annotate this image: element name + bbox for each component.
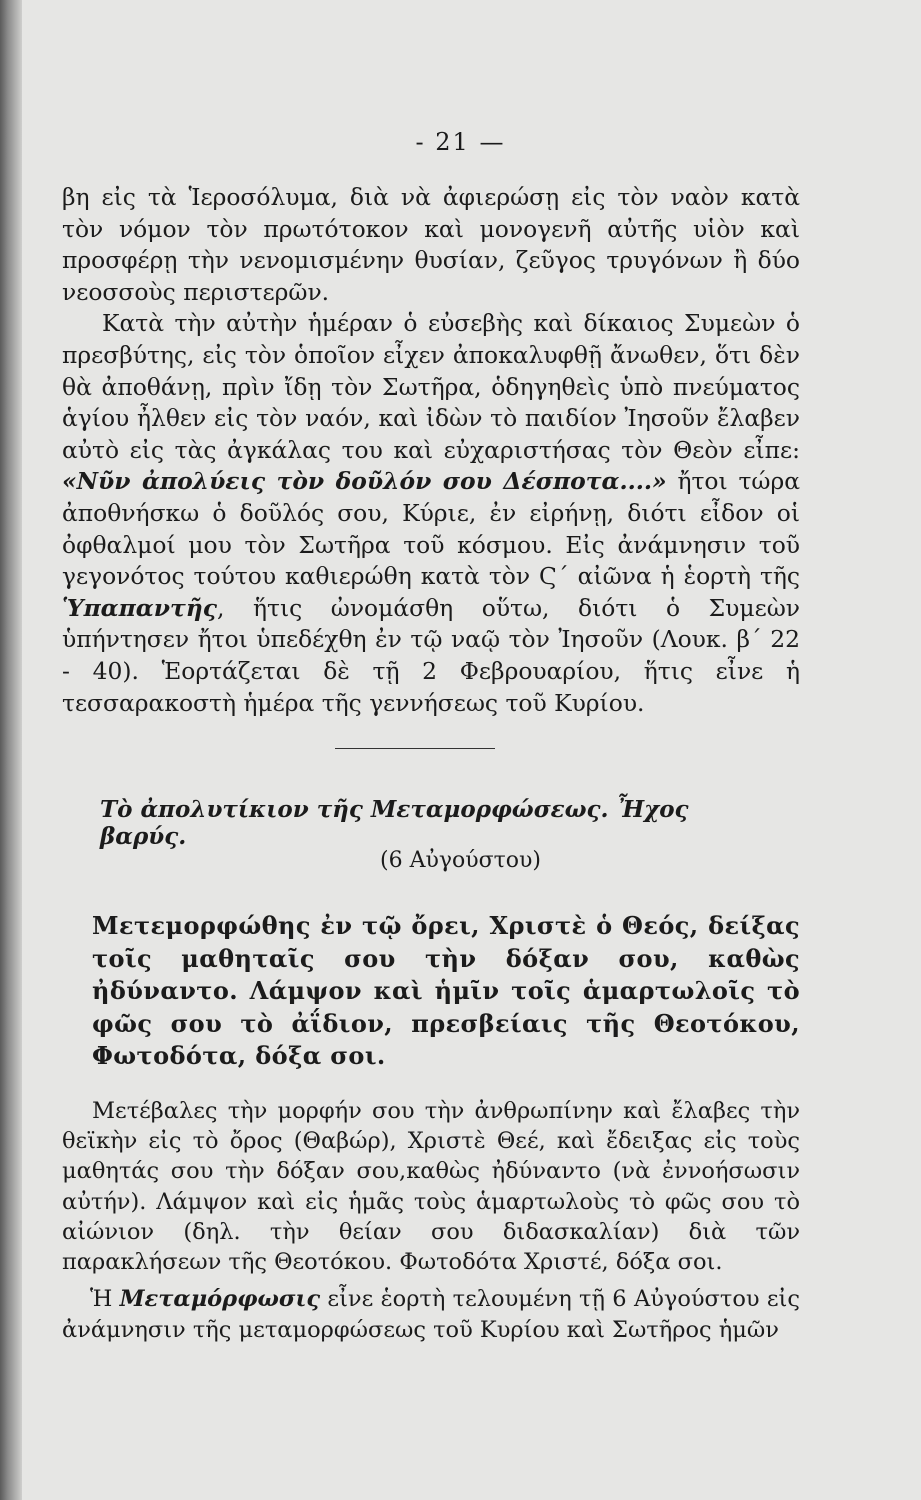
paragraph-simeon-text-c: , ἥτις ὠνομάσθη οὕτω, διότι ὁ Συμεὼν ὑπήντησεν ἤτοι ὑπεδέχθη ἐν τῷ ναῷ τὸν Ἰησοῦν (Λουκ. β΄ 22 - 40). Ἑορτάζεται δὲ τῇ 2 Φεβρουαρίου, ἥτις εἶνε ἡ τεσσαρακοστὴ ἡμέρα τῆς γεννήσεως τοῦ Κυρίου. xyxy=(62,593,800,717)
paragraph-simeon-text-b: ἤτοι τώρα ἀποθνήσκω ὁ δοῦλός σου, Κύριε, ἐν εἰρήνῃ, διότι εἶδον οἱ ὀφθαλμοί μου τὸν Σωτῆρα τοῦ κόσμου. Εἰς ἀνάμνησιν τοῦ γεγονότος τούτου καθιερώθη κατὰ τὸν Ϛ΄ αἰῶνα ἡ ἑορτὴ τῆς xyxy=(62,467,800,591)
section-title: Τὸ ἀπολυτίκιον τῆς Μεταμορφώσεως. Ἦχος βαρύς. xyxy=(100,796,689,850)
feast-name-ypapanti: Ὑπαπαντῆς xyxy=(62,593,218,622)
closing-rest: εἶνε ἑορτὴ τελουμένη τῇ 6 Αὐγούστου εἰς ἀνάμνησιν τῆς μεταμορφώσεως τοῦ Κυρίου καὶ Σωτῆρος ἡμῶν xyxy=(62,1286,800,1343)
hymn-paragraph: Μετεμορφώθης ἐν τῷ ὄρει, Χριστὲ ὁ Θεός, δείξας τοῖς μαθηταῖς σου τὴν δόξαν σου, καθὼς ἠδύναντο. Λάμψον καὶ ἡμῖν τοῖς ἁμαρτωλοῖς τὸ φῶς σου τὸ ἀΐδιον, πρεσβείαις τῆς Θεοτόκου, Φωτοδότα, δόξα σοι. xyxy=(92,911,800,1070)
page-gutter-shadow xyxy=(0,0,22,1500)
body-text-upper xyxy=(62,182,800,719)
section-subtitle: (6 Αὐγούστου) xyxy=(380,848,541,873)
hymn-text xyxy=(62,910,800,1073)
section-divider xyxy=(335,748,495,749)
paragraph-simeon-text-a: Κατὰ τὴν αὐτὴν ἡμέραν ὁ εὐσεβὴς καὶ δίκαιος Συμεὼν ὁ πρεσβύτης, εἰς τὸν ὁποῖον εἶχεν ἀποκαλυφθῇ ἄνωθεν, ὅτι δὲν θὰ ἀποθάνῃ, πρὶν ἴδῃ τὸν Σωτῆρα, ὁδηγηθεὶς ὑπὸ πνεύματος ἁγίου ἦλθεν εἰς τὸν ναόν, καὶ ἰδὼν τὸ παιδίον Ἰησοῦν ἔλαβεν αὐτὸ εἰς τὰς ἀγκάλας του καὶ εὐχαριστήσας τὸν Θεὸν εἶπε: xyxy=(62,309,800,464)
paragraph-simeon xyxy=(62,308,800,719)
closing-lead: Ἡ xyxy=(90,1286,120,1312)
explanation-paragraph: Μετέβαλες τὴν μορφήν σου τὴν ἀνθρωπίνην καὶ ἔλαβες τὴν θεϊκὴν εἰς τὸ ὄρος (Θαβώρ), Χριστὲ Θεέ, καὶ ἔδειξας εἰς τοὺς μαθητάς σου τὴν δόξαν σου,καθὼς ἠδύναντο (νὰ ἐννοήσωσιν αὐτήν). Λάμψον καὶ εἰς ἡμᾶς τοὺς ἁμαρτωλοὺς τὸ φῶς σου τὸ αἰώνιον (δηλ. τὴν θείαν σου διδασκαλίαν) διὰ τῶν παρακλήσεων τῆς Θεοτόκου. Φωτοδότα Χριστέ, δόξα σοι. xyxy=(62,1098,800,1276)
closing-paragraph-block xyxy=(62,1284,800,1345)
closing-paragraph xyxy=(62,1284,800,1345)
quote-nyn-apolyeis: «Νῦν ἀπολύεις τὸν δοῦλόν σου Δέσποτα....» xyxy=(62,467,667,496)
paragraph-continuation: βη εἰς τὰ Ἱεροσόλυμα, διὰ νὰ ἀφιερώσῃ εἰς τὸν ναὸν κατὰ τὸν νόμον τὸν πρωτότοκον καὶ μονογενῆ αὐτῆς υἱὸν καὶ προσφέρῃ τὴν νενομισμένην θυσίαν, ζεῦγος τρυγόνων ἢ δύο νεοσσοὺς περιστερῶν. xyxy=(62,183,800,306)
term-metamorfosis: Μεταμόρφωσις xyxy=(119,1286,321,1312)
page-number: - 21 — xyxy=(415,128,506,156)
hymn-explanation xyxy=(62,1096,800,1277)
